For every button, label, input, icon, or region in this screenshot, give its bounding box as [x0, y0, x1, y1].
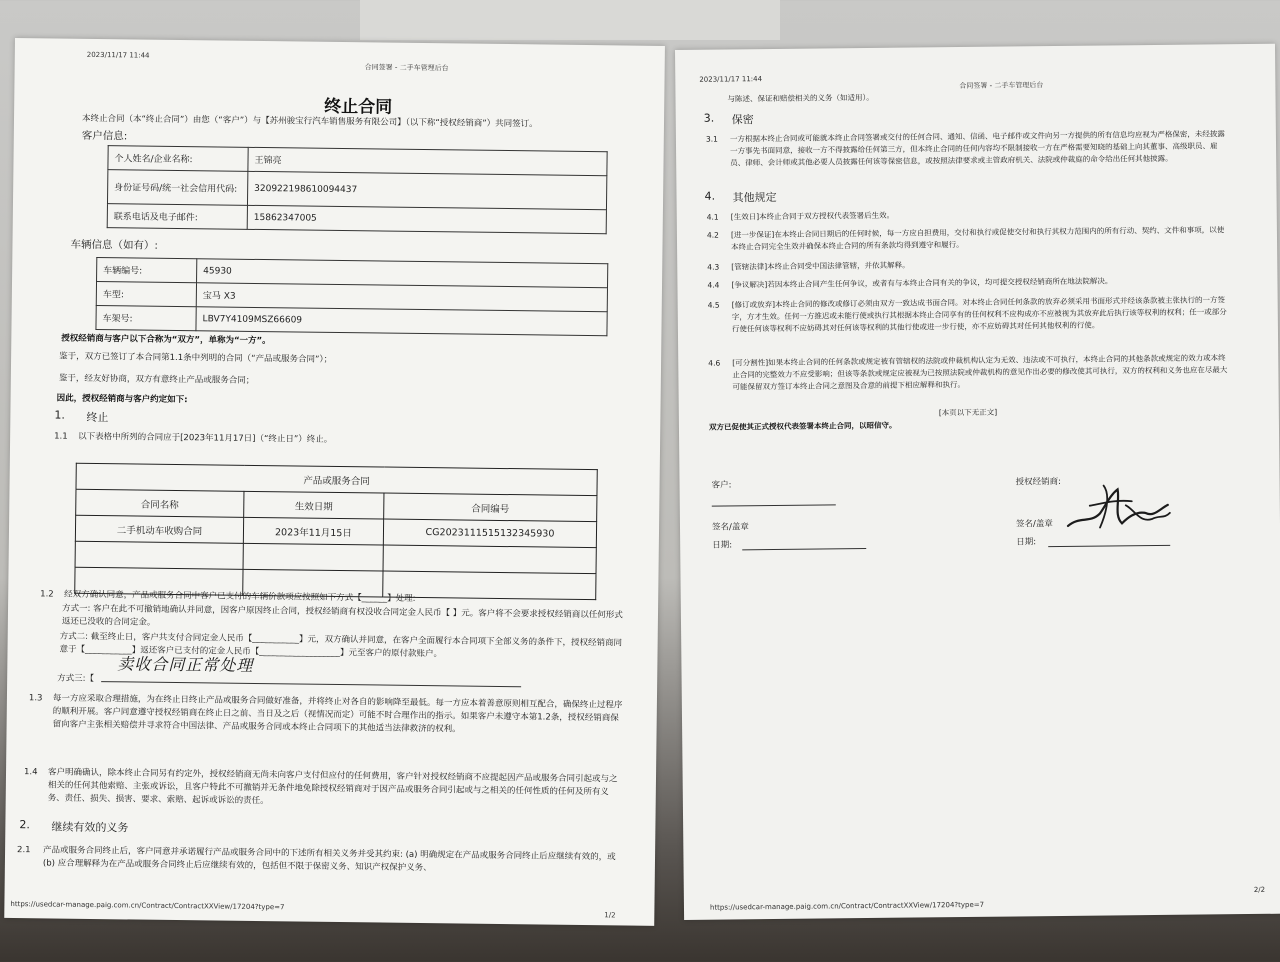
table-cell: 二手机动车收购合同 [75, 515, 243, 543]
print-header-title: 合同签署 - 二手车管理后台 [959, 81, 1044, 91]
table-row [96, 306, 607, 336]
clause-3-1-number: 3.1 [705, 134, 718, 144]
column-header: 生效日期 [244, 491, 384, 519]
contract-page-2 [675, 44, 1280, 920]
whereas-clause-1: 鉴于，双方已签订了本合同第1.1条中列明的合同（“产品或服务合同”）； [59, 351, 333, 365]
clause-3-1-text: 一方根据本终止合同或可能就本终止合同签署或交付的任何合同、通知、信函、电子邮件或文件向另一方提供的所有信息均应视为严格保密，未经披露一方事先书面同意，接收一方不得披露给任何第三方，但本终止合同的任何内容均不限制接收一方在严格需要知晓的基础上向其董事、高级职员、雇员、律师、会计师或其他必要人员披露任何该等保密信息，或按照法律要求或主管政府机关、法院或仲裁庭的命令给出任何其他披露。 [729, 129, 1225, 168]
section-2-title: 继续有效的义务 [51, 820, 129, 835]
row-value: 15862347005 [247, 205, 606, 233]
customer-date-line [742, 548, 866, 550]
customer-info-table [107, 145, 608, 234]
footer-page-number: 1/2 [604, 911, 616, 920]
clause-1-3-text: 每一方应采取合理措施，为在终止日终止产品或服务合同做好准备，并将终止对各自的影响降至最低。每一方应本着善意原则相互配合，确保终止过程序的顺利开展。客户同意遵守授权经销商在终止日之前、当日及之后（视情况而定）可能不时合理作出的指示。如果客户未遵守本第1.2条，授权经销商保留向客户主张相关赔偿并寻求符合中国法律、产品或服务合同或本终止合同项下的其他适当法律救济的权利。 [52, 693, 623, 735]
vehicle-info-label: 车辆信息（如有）: [70, 238, 159, 252]
clause-text: [生效日]本终止合同于双方授权代表签署后生效。 [730, 210, 895, 222]
clause-1-1-text: 以下表格中所列的合同应于[2023年11月17日]（“终止日”）终止。 [78, 431, 333, 445]
footer-url: https://usedcar-manage.paig.com.cn/Contract/ContractXXView/17204?type=7 [10, 900, 285, 912]
table-row [107, 204, 606, 234]
customer-info-label: 客户信息: [81, 129, 128, 143]
clause-1-2-option-2: 方式二: 截至终止日，客户共支付合同定金人民币【___________】元，双方确认并同意，在客户全面履行本合同项下全部义务的条件下，授权经销商同意于【___________】返还客户已支付的定金人民币【___________________】元至客户的原付款账户。 [59, 631, 623, 660]
section-1-title: 终止 [86, 410, 109, 425]
witness-clause: 双方已促使其正式授权代表签署本终止合同，以昭信守。 [708, 420, 897, 432]
print-date: 2023/11/17 11:44 [86, 50, 150, 60]
clause-text: [进一步保证]在本终止合同日期后的任何时候，每一方应自担费用，交付和执行或促使交付和执行其权力范围内的所有行动、契约、文件和事项，以使本终止合同完全生效并确保本终止合同的所有条款均得到遵守和履行。 [730, 225, 1225, 252]
clause-text: [可分割性]如果本终止合同的任何条款或规定被有管辖权的法院或仲裁机构认定为无效、违法或不可执行，本终止合同的其他条款或规定的效力或本终止合同的完整效力不应受影响；但该等条款或规定应被视为已按照法院或仲裁机构的意见作出必要的修改使其可执行，双方的权利和义务也应在尽最大可能保留双方签订本终止合同之意图及合意的前提下相应解释和执行。 [732, 353, 1228, 392]
row-value: 宝马 X3 [196, 283, 607, 312]
clause-2-1-text: 产品或服务合同终止后，客户同意并承诺履行产品或服务合同中的下述所有相关义务并受其约束: (a) 明确规定在产品或服务合同终止后应继续有效的，或 (b) 应合理解释为在产品或服务合同终止后应继续有效的，包括但不限于保密义务、知识产权保护义务、 [42, 845, 616, 874]
table-caption: 产品或服务合同 [76, 463, 597, 495]
row-value: 45930 [197, 259, 608, 288]
row-value: LBV7Y4109MSZ66609 [196, 307, 607, 336]
row-label: 车辆编号: [97, 258, 197, 283]
customer-date-label: 日期: [712, 540, 733, 551]
dealer-signature-label: 签名/盖章 [1015, 519, 1053, 530]
product-contract-table [74, 463, 598, 600]
table-cell: CG2023111515132345930 [383, 519, 596, 548]
clause-number: 4.5 [707, 300, 720, 310]
section-4-number: 4. [704, 189, 716, 203]
footer-url: https://usedcar-manage.paig.com.cn/Contract/ContractXXView/17204?type=7 [709, 900, 985, 912]
option-3-line [101, 681, 521, 687]
vehicle-info-table [95, 257, 608, 336]
end-of-text-note: [本页以下无正文] [938, 407, 998, 418]
row-value: 320922198610094437 [247, 171, 606, 209]
clause-number: 4.6 [708, 358, 721, 368]
row-label: 身份证号码/统一社会信用代码: [107, 170, 247, 206]
section-2-number: 2. [19, 818, 30, 832]
clause-number: 4.2 [706, 230, 719, 240]
clause-1-2-text: 经双方确认同意，产品或服务合同中客户已支付的车辆价款项应按照如下方式【______】处理: [64, 589, 416, 604]
intro-paragraph: 本终止合同（本“终止合同”）由您（“客户”）与【苏州骏宝行汽车销售服务有限公司】（以下称“授权经销商”）共同签订。 [81, 113, 538, 130]
section-1-number: 1. [54, 408, 65, 422]
clause-number: 4.1 [706, 212, 719, 222]
row-label: 联系电话及电子邮件: [107, 204, 247, 230]
continued-text: 与陈述、保证和赔偿相关的义务（如适用）。 [727, 92, 874, 104]
row-label: 个人姓名/企业名称: [108, 146, 248, 172]
column-header: 合同名称 [76, 489, 244, 517]
section-3-title: 保密 [731, 113, 754, 127]
clause-1-4-text: 客户明确确认，除本终止合同另有约定外，授权经销商无尚未向客户支付但应付的任何费用，客户针对授权经销商不应提起因产品或服务合同引起或与之相关的任何其他索赔、主张或诉讼，且客户特此不可撤销并无条件地免除授权经销商对于因产品或服务合同引起或与之相关的任何性质的任何及所有义务、责任、损失、损害、要求、索赔、起诉或诉讼的责任。 [47, 767, 618, 807]
clause-1-2-option-3: 方式三:【 [57, 673, 95, 685]
clause-number: 4.4 [707, 280, 720, 290]
clause-number: 4.3 [707, 262, 720, 272]
handwritten-note: 卖收合同正常处理 [117, 654, 254, 675]
customer-label: 客户: [711, 480, 732, 491]
clause-text: [争议解决]若因本终止合同产生任何争议，或者有与本终止合同有关的争议，均可提交授权经销商所在地法院解决。 [731, 276, 1113, 290]
clause-text: [修订或放弃]本终止合同的修改或修订必须由双方一致达成书面合同。对本终止合同任何条款的放弃必须采用书面形式并经该条款被主张执行的一方签字，方才生效。任何一方推迟或未能行使或执行其根据本终止合同享有的任何权利不应构成亦不应被视为其放弃此后执行该等权利的权利；任一或部分行使任何该等权利不应妨碍其对任何该等权利的其他行使或进一步行使，亦不应妨碍其对任何其他权利的行使。 [731, 295, 1227, 334]
clause-2-1-number: 2.1 [17, 845, 31, 856]
clause-1-2-number: 1.2 [40, 589, 54, 600]
print-header-title: 合同签署 - 二手车管理后台 [364, 63, 449, 73]
row-label: 车型: [96, 282, 196, 307]
background-object [360, 0, 780, 40]
clause-1-2-option-1: 方式一: 客户在此不可撤销地确认并同意，因客户原因终止合同，授权经销商有权没收合同定金人民币【 】元。客户将不会要求授权经销商以任何形式返还已没收的合同定金。 [61, 603, 623, 628]
dealer-date-label: 日期: [1016, 537, 1037, 548]
customer-signature-label: 签名/盖章 [711, 522, 749, 533]
therefore-clause: 因此，授权经销商与客户约定如下: [56, 393, 188, 406]
clause-1-3-number: 1.3 [28, 693, 43, 704]
contract-page-1 [4, 38, 665, 926]
table-cell: 2023年11月15日 [243, 517, 383, 545]
section-4-title: 其他规定 [732, 190, 777, 205]
column-header: 合同编号 [384, 493, 597, 522]
parties-definition: 授权经销商与客户以下合称为“双方”，单称为“一方”。 [61, 333, 271, 347]
clause-text: [管辖法律]本终止合同受中国法律管辖，并依其解释。 [731, 260, 910, 272]
dealer-label: 授权经销商: [1015, 476, 1061, 488]
clause-1-4-number: 1.4 [23, 767, 38, 778]
dealer-signature-icon [1059, 475, 1180, 546]
row-value: 王锦亮 [248, 147, 607, 175]
row-label: 车架号: [96, 306, 196, 331]
print-date: 2023/11/17 11:44 [699, 75, 763, 84]
whereas-clause-2: 鉴于，经友好协商，双方有意终止产品或服务合同； [58, 373, 255, 386]
customer-line [712, 504, 836, 506]
clause-1-1-number: 1.1 [54, 431, 68, 442]
footer-page-number: 2/2 [1253, 885, 1266, 894]
section-3-number: 3. [703, 111, 715, 125]
document-title: 终止合同 [324, 96, 393, 118]
